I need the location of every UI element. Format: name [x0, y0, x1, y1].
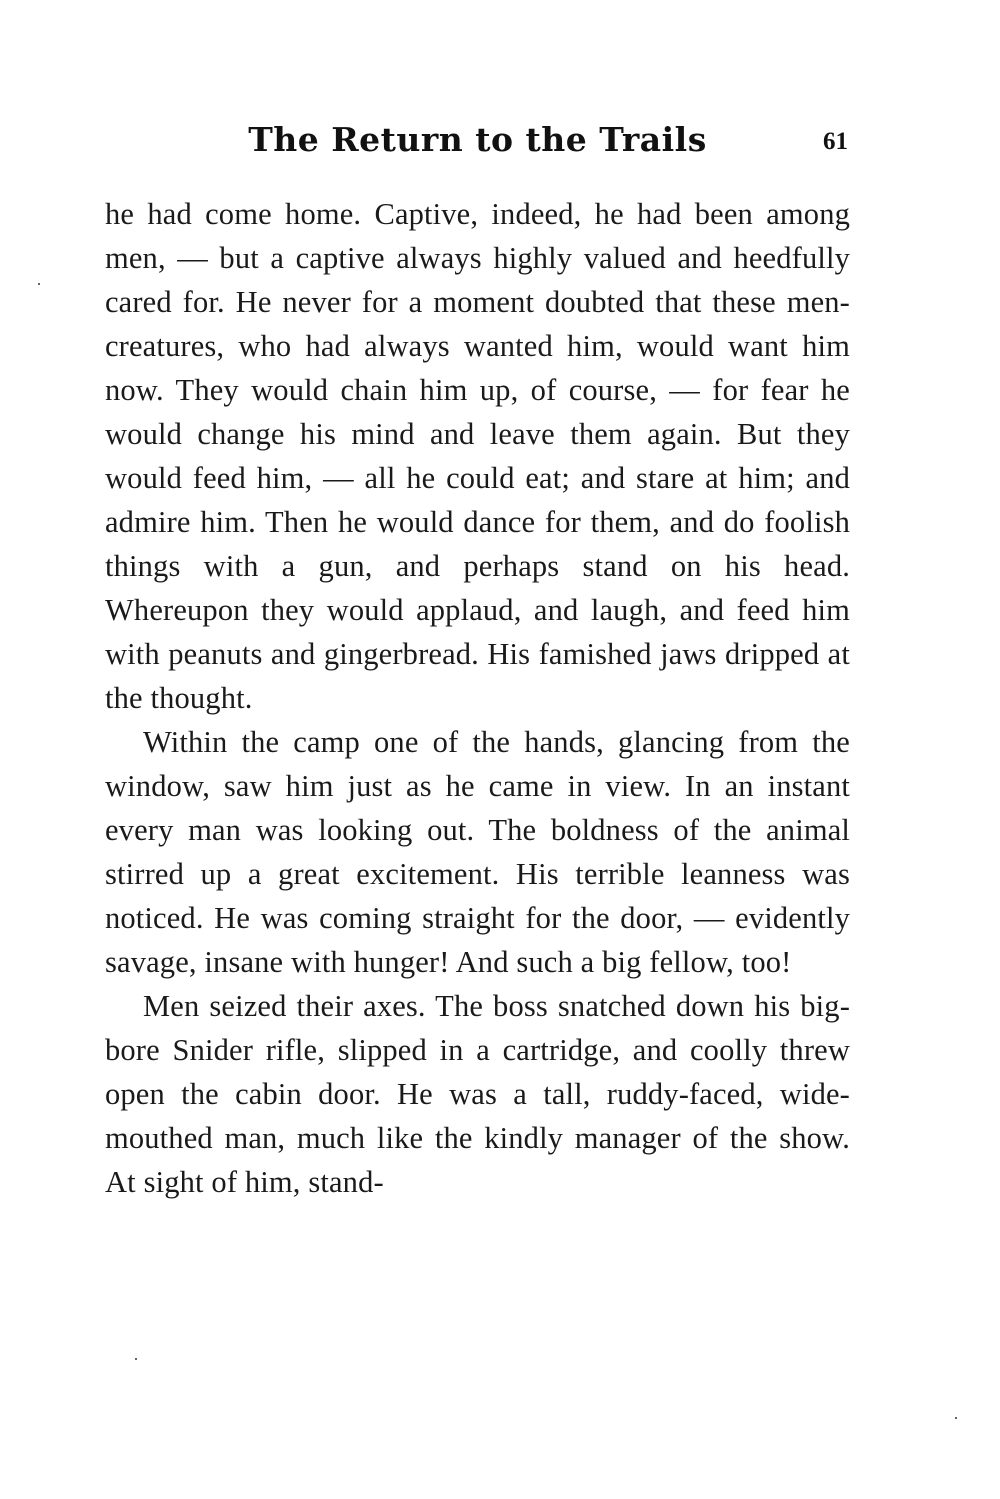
scan-speck — [38, 283, 40, 285]
paragraph-2: Within the camp one of the hands, glancing from the window, saw him just as he came in view. In an instant every man was looking out. The boldness of the animal stirred up a great excitement. His terrible leanness was noticed. He was coming straight for the door, — evidently savage, insane with hunger! And such a big fellow, too! — [105, 725, 850, 979]
paragraph-1: he had come home. Captive, indeed, he had been among men, — but a captive always highly valued and heedfully cared for. He never for a moment doubted that these men-creatures, who had always wanted him, would want him now. They would chain him up, of course, — for fear he would change his mind and leave them again. But they would feed him, — all he could eat; and stare at him; and admire him. Then he would dance for them, and do foolish things with a gun, and perhaps stand on his head. Whereupon they would applaud, and laugh, and feed him with peanuts and gingerbread. His famished jaws dripped at the thought. — [105, 197, 850, 715]
scan-speck — [955, 1417, 957, 1419]
running-head — [105, 120, 850, 168]
scan-speck — [135, 1358, 137, 1360]
running-title: The Return to the Trails — [248, 120, 707, 159]
paragraph-3: Men seized their axes. The boss snatched down his big-bore Snider rifle, slipped in a cartridge, and coolly threw open the cabin door. He was a tall, ruddy-faced, wide-mouthed man, much like the kindly manager of the show. At sight of him, stand- — [105, 989, 850, 1199]
page-number: 61 — [823, 128, 848, 155]
body-text — [105, 192, 850, 1204]
